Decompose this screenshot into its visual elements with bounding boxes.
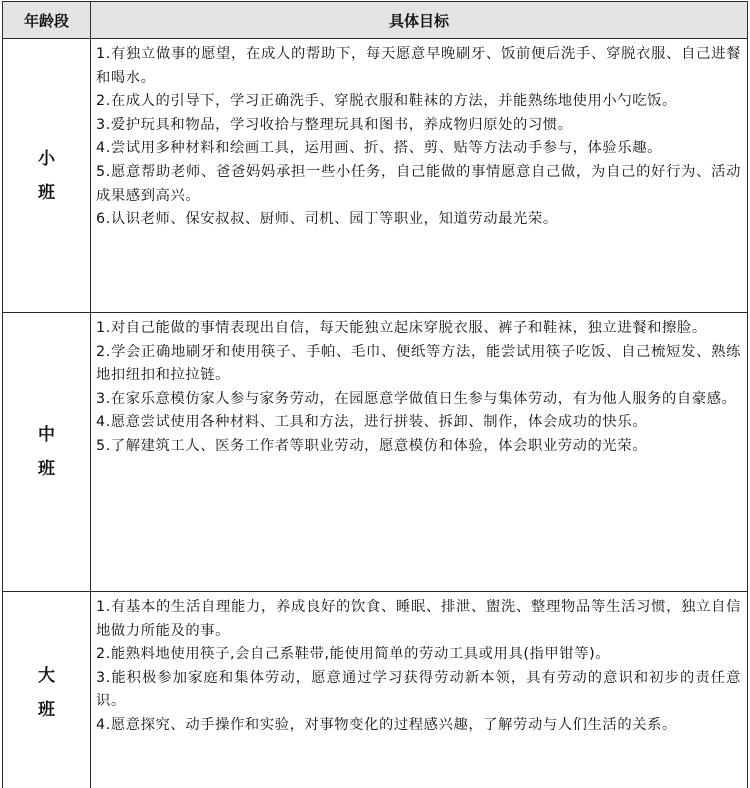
age-group-label: 班 — [38, 182, 55, 203]
table-row — [3, 313, 748, 592]
age-group-cell — [3, 313, 91, 592]
header-specific-goals: 具体目标 — [91, 2, 748, 39]
goal-item: 1.有独立做事的愿望，在成人的帮助下，每天愿意早晚刷牙、饭前便后洗手、穿脱衣服、自己进餐和喝水。 — [96, 46, 741, 86]
age-group-cell — [3, 592, 91, 788]
goal-item: 4.尝试用多种材料和绘画工具，运用画、折、搭、剪、贴等方法动手参与，体验乐趣。 — [96, 140, 663, 157]
age-group-cell — [3, 39, 91, 313]
table-header-row — [3, 2, 748, 39]
goal-item: 5.愿意帮助老师、爸爸妈妈承担一些小任务，自己能做的事情愿意自己做，为自己的好行为、活动成果感到高兴。 — [96, 163, 741, 204]
goal-item: 3.爱护玩具和物品，学习收拾与整理玩具和图书，养成物归原处的习惯。 — [96, 116, 573, 133]
goal-item: 1.有基本的生活自理能力，养成良好的饮食、睡眠、排泄、盥洗、整理物品等生活习惯，独立自信地做力所能及的事。 — [96, 599, 741, 639]
goal-item: 3.在家乐意模仿家人参与家务劳动，在园愿意学做值日生参与集体劳动，有为他人服务的自豪感。 — [96, 390, 737, 407]
goal-item: 1.对自己能做的事情表现出自信，每天能独立起床穿脱衣服、裤子和鞋袜，独立进餐和擦脸。 — [96, 320, 707, 336]
goals-cell — [91, 313, 748, 592]
goal-item: 4.愿意探究、动手操作和实验，对事物变化的过程感兴趣，了解劳动与人们生活的关系。 — [96, 716, 677, 733]
table-row — [3, 39, 748, 313]
goal-item: 5.了解建筑工人、医务工作者等职业劳动，愿意模仿和体验，体会职业劳动的光荣。 — [96, 437, 648, 454]
age-group-label: 大 — [38, 666, 55, 686]
age-group-label: 中 — [38, 425, 55, 445]
header-age-group: 年龄段 — [3, 2, 91, 39]
age-group-label: 班 — [38, 700, 55, 720]
goal-item: 3.能积极参加家庭和集体劳动，愿意通过学习获得劳动新本领，具有劳动的意识和初步的责任意识。 — [96, 669, 741, 710]
goal-item: 2.在成人的引导下，学习正确洗手、穿脱衣服和鞋袜的方法，并能熟练地使用小勺吃饭。 — [96, 93, 677, 110]
goals-cell — [91, 592, 748, 788]
age-group-label: 小 — [38, 148, 55, 169]
table-row — [3, 592, 748, 788]
goal-item: 2.学会正确地刷牙和使用筷子、手帕、毛巾、便纸等方法，能尝试用筷子吃饭、自己梳短发、熟练地扣纽扣和拉拉链。 — [96, 343, 741, 384]
age-group-label: 班 — [38, 459, 55, 479]
goal-item: 6.认识老师、保安叔叔、厨师、司机、园丁等职业，知道劳动最光荣。 — [96, 211, 558, 228]
goals-cell — [91, 39, 748, 313]
goal-item: 2.能熟料地使用筷子,会自己系鞋带,能使用简单的劳动工具或用具(指甲钳等)。 — [96, 646, 611, 663]
labor-goals-table — [2, 1, 748, 788]
goal-item: 4.愿意尝试使用各种材料、工具和方法，进行拼装、拆卸、制作，体会成功的快乐。 — [96, 414, 648, 431]
